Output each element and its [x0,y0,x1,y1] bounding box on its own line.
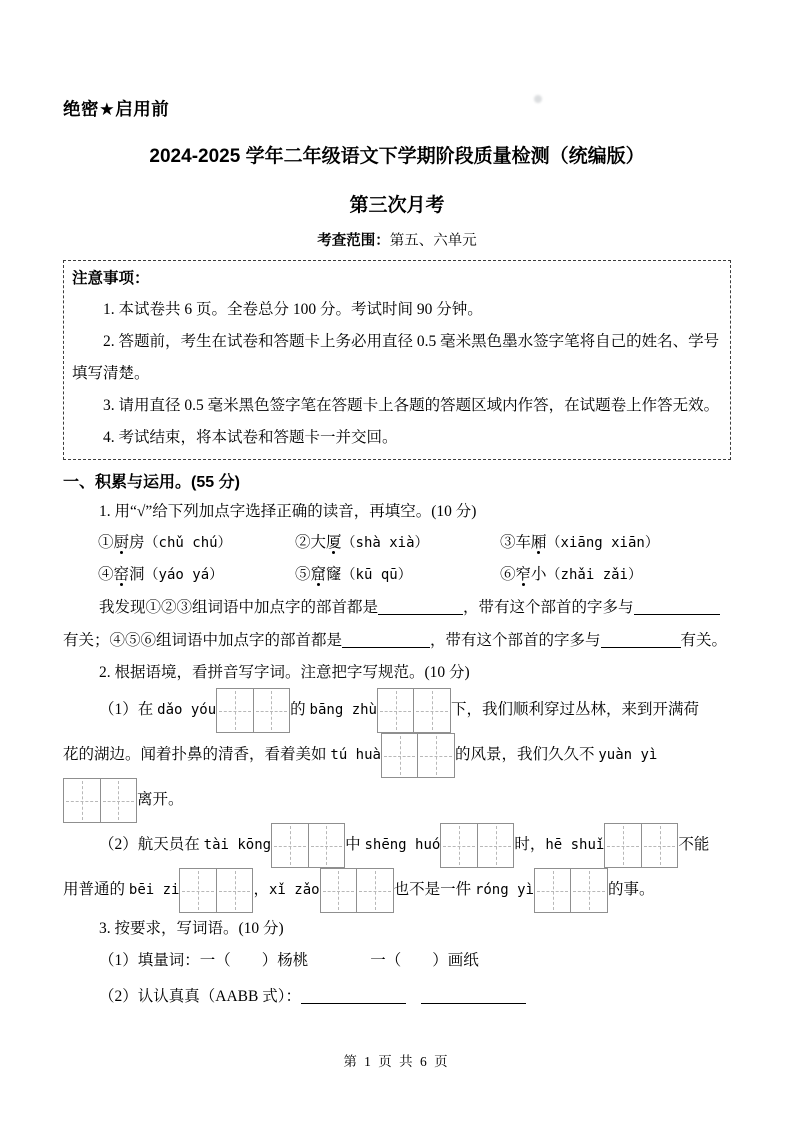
writing-grid-cell[interactable] [570,869,607,912]
writing-grid-box[interactable] [320,868,394,913]
pinyin-text: （yáo yá） [144,567,224,583]
text-segment: 房 [129,534,145,551]
answer-blank[interactable] [421,1000,526,1004]
writing-grid-cell[interactable] [356,869,393,912]
writing-grid-box[interactable] [604,823,678,868]
text-segment: 窿 [326,566,342,583]
writing-grid-cell[interactable] [641,824,678,867]
scope-label: 考查范围： [317,233,390,249]
writing-grid-cell[interactable] [535,869,571,912]
pinyin-text: bāng zhù [309,702,377,719]
q1-option-4[interactable] [98,559,295,591]
pinyin-text: （shà xià） [341,535,429,551]
writing-grid-cell[interactable] [413,689,450,732]
q3-part-1: （1）填量词：一（ ）杨桃 一（ ）画纸 [99,952,479,969]
text-segment: 我发现①②③组词语中加点字的部首都是 [99,599,379,616]
text-segment: 有关；④⑤⑥组词语中加点字的部首都是 [63,632,343,649]
writing-grid-cell[interactable] [441,824,477,867]
pinyin-text: shēng huó [364,837,441,854]
q1-option-6[interactable] [500,559,731,591]
text-segment: （1）在 [99,701,158,719]
q1-fill-line-2 [63,624,731,657]
writing-grid-cell[interactable] [64,779,100,822]
text-segment: 有关。 [680,632,728,649]
pinyin-text: hē shuǐ [545,837,605,854]
q1-stem: 1. 用“√”给下列加点字选择正确的读音，再填空。(10 分) [99,503,477,520]
text-segment: ⑥ [500,566,516,583]
writing-grid-cell[interactable] [605,824,641,867]
text-segment: 花的湖边。闻着扑鼻的清香，看着美如 [63,746,331,764]
notice-box [63,260,731,460]
writing-grid-cell[interactable] [253,689,290,732]
q2-part2-line-2 [63,868,731,913]
text-segment: ，带有这个部首的字多与 [463,599,634,616]
notice-item-2: 2. 答题前，考生在试卷和答题卡上务必用直径 0.5 毫米黑色墨水签字笔将自己的姓名、学号填写清楚。 [72,333,720,382]
text-segment: 的事。 [607,881,655,899]
writing-grid-cell[interactable] [217,689,253,732]
q2-part1-line-1 [63,688,731,733]
pinyin-text: （xiāng xiān） [546,535,659,551]
text-segment: ，带有这个部首的字多与 [430,632,601,649]
writing-grid-cell[interactable] [100,779,137,822]
text-segment: 中 [345,836,365,854]
text-segment: 用普通的 [63,881,129,899]
dotted-char: 窑 [113,566,130,583]
q2-part-1 [63,688,731,823]
q1-options-row-2 [63,559,731,591]
dotted-char: 窄 [515,566,532,583]
dotted-char: 厢 [531,534,547,551]
answer-blank[interactable] [634,611,720,615]
text-segment: （2）航天员在 [99,836,204,854]
dotted-char: 厨 [113,534,130,551]
writing-grid-box[interactable] [440,823,514,868]
writing-grid-cell[interactable] [216,869,253,912]
text-segment: 下，我们顺利穿过丛林，来到开满荷 [450,701,699,719]
answer-blank[interactable] [342,644,430,648]
writing-grid-box[interactable] [534,868,608,913]
writing-grid-cell[interactable] [477,824,514,867]
writing-grid-box[interactable] [63,778,137,823]
text-segment: 也不是一件 [393,881,475,899]
q1-option-2[interactable] [295,527,500,559]
pinyin-text: dǎo yóu [157,702,217,719]
q2-part-2 [63,823,731,913]
q3-part-2 [63,979,731,1014]
text-segment: 时， [514,836,546,854]
notice-item-4: 4. 考试结束，将本试卷和答题卡一并交回。 [103,429,398,446]
q3-stem: 3. 按要求，写词语。(10 分) [99,920,284,937]
writing-grid-cell[interactable] [417,734,454,777]
text-segment: ⑤ [295,566,311,583]
writing-grid-box[interactable] [216,688,290,733]
text-segment: ②大 [295,534,327,551]
writing-grid-box[interactable] [271,823,345,868]
q1-fill-line-1 [63,591,731,624]
pinyin-text: xǐ zǎo [268,882,320,899]
notice-heading: 注意事项： [72,270,150,287]
pinyin-text: yuàn yì [598,747,658,764]
q1-options-row-1 [63,527,731,559]
text-segment [406,988,422,1005]
text-segment: ， [253,881,269,899]
print-smudge-artifact [534,95,542,103]
q2-part1-line-2 [63,733,731,778]
text-segment: 的 [290,701,310,719]
writing-grid-box[interactable] [179,868,253,913]
exam-subtitle: 第三次月考 [349,195,445,216]
q1-option-5[interactable] [295,559,500,591]
text-segment: 小 [531,566,547,583]
text-segment: ① [98,534,114,551]
pinyin-text: róng yì [474,882,534,899]
text-segment: 离开。 [137,791,184,809]
scope-value: 第五、六单元 [389,233,477,249]
notice-item-3: 3. 请用直径 0.5 毫米黑色签字笔在答题卡上各题的答题区域内作答，在试题卷上作答无效。 [103,397,720,414]
q1-option-1[interactable] [98,527,295,559]
pinyin-text: bēi zi [128,882,180,899]
pinyin-text: tài kōng [203,837,272,854]
writing-grid-box[interactable] [381,733,455,778]
text-segment: 的风景，我们久久不 [454,746,599,764]
answer-blank[interactable] [301,1000,406,1004]
writing-grid-cell[interactable] [321,869,357,912]
q2-stem: 2. 根据语境，看拼音写字词。注意把字写规范。(10 分) [99,664,470,681]
page-title: 2024-2025 学年二年级语文下学期阶段质量检测（统编版） [149,146,645,167]
pinyin-text: tú huà [330,747,381,764]
dotted-char: 窟 [310,566,327,583]
notice-item-1: 1. 本试卷共 6 页。全卷总分 100 分。考试时间 90 分钟。 [103,301,483,318]
answer-blank[interactable] [378,611,463,615]
text-segment: ③车 [500,534,532,551]
page-footer: 第 1 页 共 6 页 [343,1054,450,1069]
writing-grid-cell[interactable] [378,689,414,732]
pinyin-text: （chǔ chú） [144,535,232,551]
writing-grid-cell[interactable] [382,734,418,777]
text-segment: 洞 [129,566,145,583]
writing-grid-box[interactable] [377,688,451,733]
exam-scope [63,229,731,250]
section-1-heading: 一、积累与运用。(55 分) [63,474,240,491]
writing-grid-cell[interactable] [180,869,216,912]
writing-grid-cell[interactable] [308,824,345,867]
q2-part2-line-1 [63,823,731,868]
pinyin-text: （kū qū） [341,567,412,583]
answer-blank[interactable] [601,644,681,648]
writing-grid-cell[interactable] [272,824,308,867]
text-segment: ④ [98,566,114,583]
q1-fill-paragraph [63,591,731,657]
confidential-banner: 绝密★启用前 [63,99,170,119]
q1-option-3[interactable] [500,527,731,559]
text-segment: （2）认认真真（AABB 式）： [99,988,301,1005]
dotted-char: 厦 [326,534,342,551]
text-segment: 不能 [678,836,710,854]
pinyin-text: （zhǎi zǎi） [546,567,642,583]
q2-part1-line-3 [63,778,731,823]
